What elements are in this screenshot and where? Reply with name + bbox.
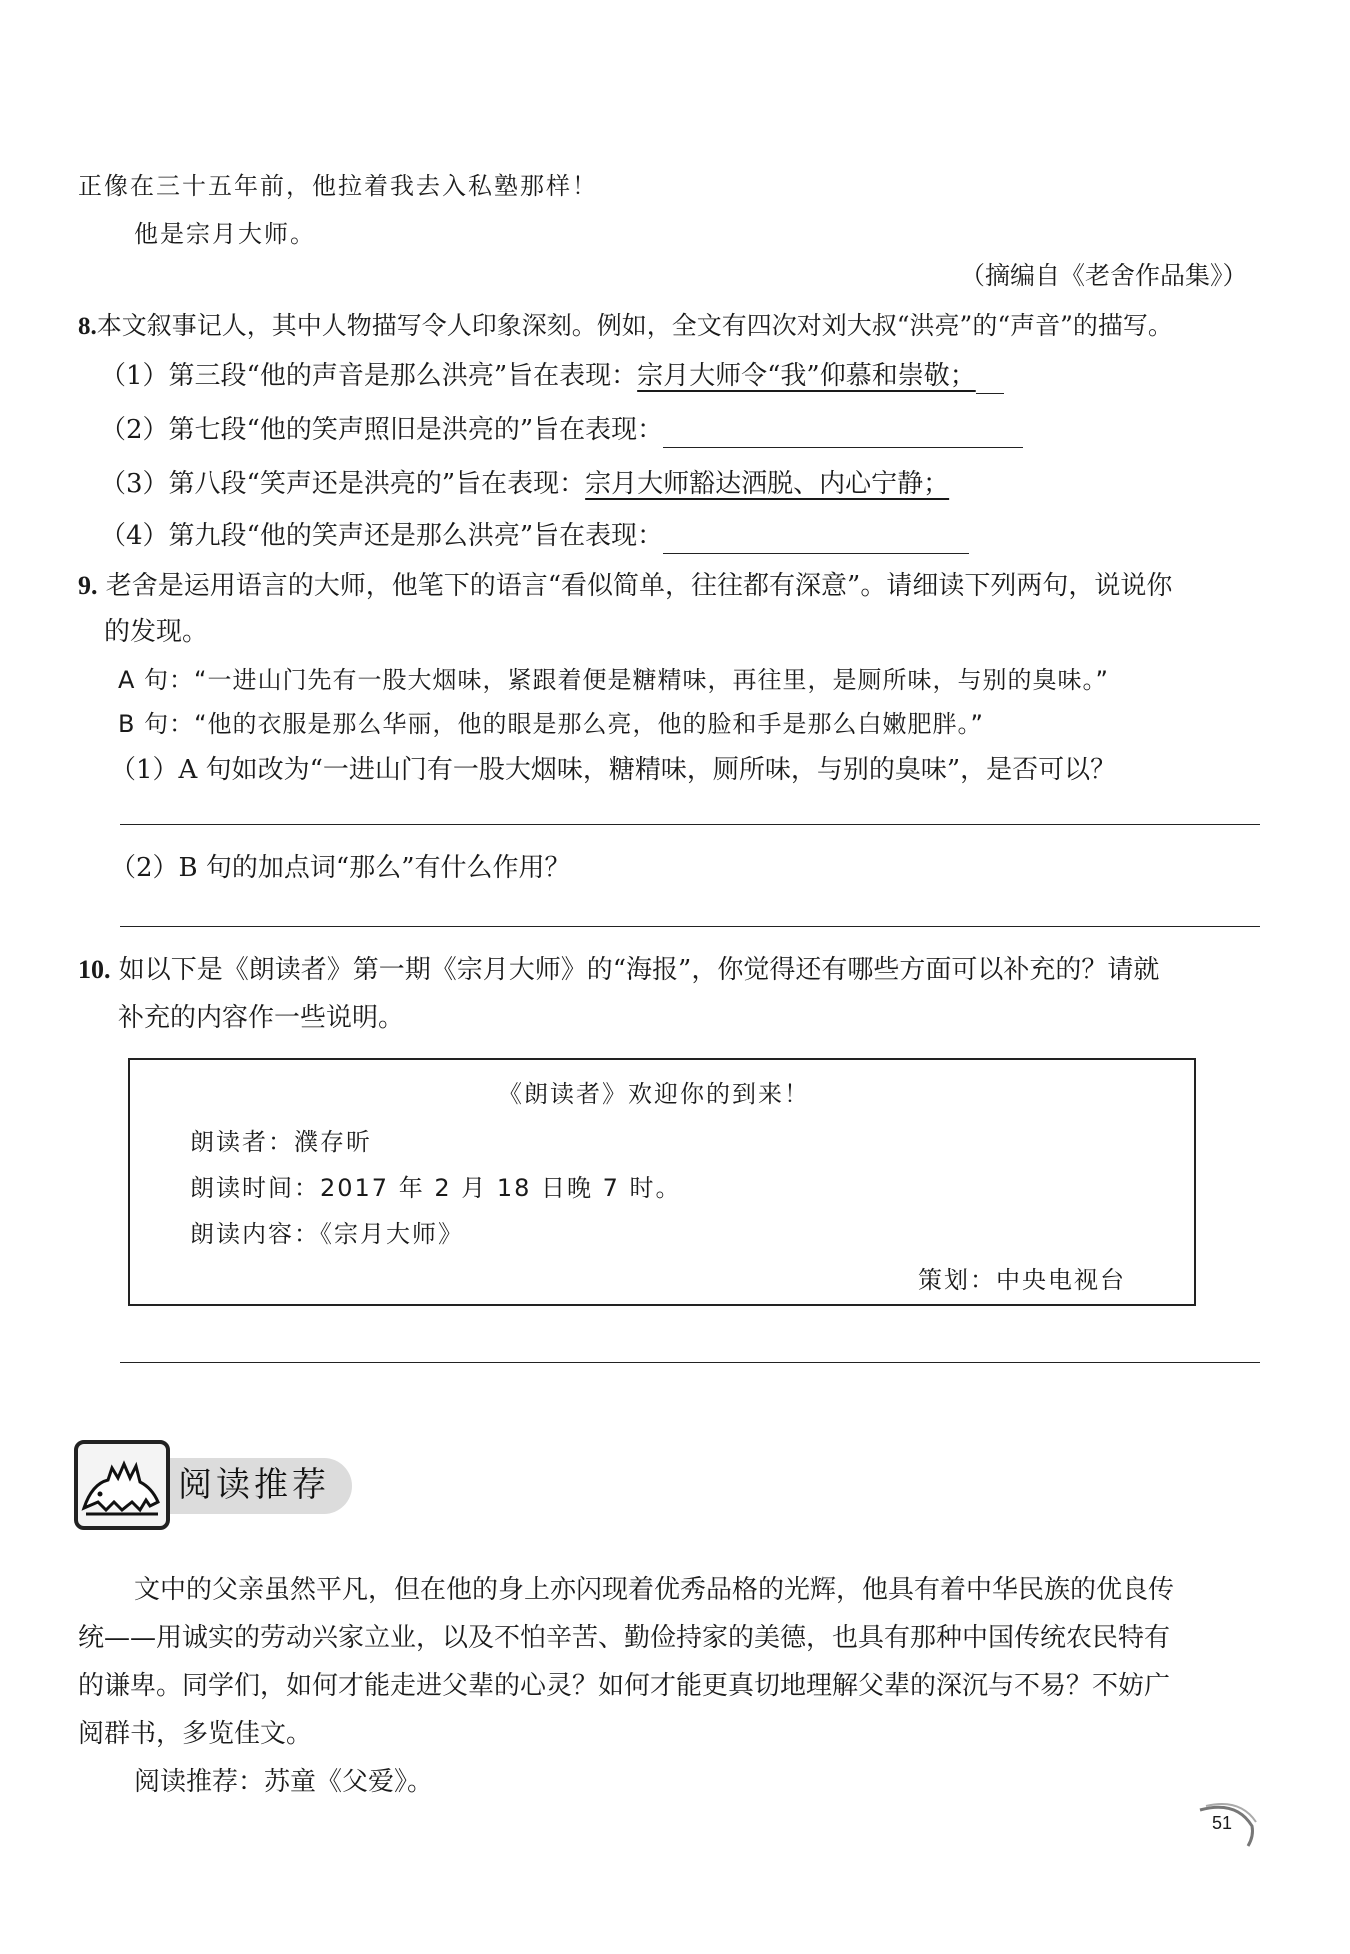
question-text: 老舍是运用语言的大师，他笔下的语言“看似简单，往往都有深意”。请细读下列两句，说说你: [105, 571, 1173, 601]
item-answer: 宗月大师令“我”仰慕和崇敬；: [637, 361, 976, 391]
question-9-stem-1: [78, 568, 1172, 604]
passage-source: （摘编自《老舍作品集》）: [960, 261, 1248, 290]
q9-sub-2: （2）B 句的加点词“那么”有什么作用？: [110, 853, 571, 883]
sentence-a: A 句：“一进山门先有一股大烟味，紧跟着便是糖精味，再往里，是厕所味，与别的臭味。”: [118, 666, 1109, 694]
item-answer: 宗月大师豁达洒脱、内心宁静；: [585, 469, 950, 499]
item-prompt: （3）第八段“笑声还是洪亮的”旨在表现：: [100, 469, 586, 499]
answer-line[interactable]: [120, 926, 1260, 927]
q8-item-3: [100, 466, 949, 502]
answer-blank[interactable]: [663, 419, 1023, 448]
answer-line[interactable]: [120, 824, 1260, 825]
poster-time: 朗读时间：2017 年 2 月 18 日晚 7 时。: [190, 1174, 682, 1202]
question-text: 如以下是《朗读者》第一期《宗月大师》的“海报”，你觉得还有哪些方面可以补充的？请就: [118, 955, 1160, 985]
item-prompt: （1）第三段“他的声音是那么洪亮”旨在表现：: [100, 361, 638, 391]
q8-item-2: [100, 412, 1023, 448]
poster-planner: 策划：中央电视台: [918, 1266, 1126, 1294]
q8-item-1: [100, 358, 1004, 394]
answer-blank[interactable]: [976, 365, 1004, 394]
poster-box: [128, 1058, 1196, 1306]
dinosaur-icon: [74, 1440, 170, 1530]
question-10-stem-2: 补充的内容作一些说明。: [118, 1003, 405, 1033]
recommend-para-1: 文中的父亲虽然平凡，但在他的身上亦闪现着优秀品格的光辉，他具有着中华民族的优良传: [134, 1575, 1175, 1605]
poster-title: 《朗读者》欢迎你的到来！: [498, 1080, 810, 1108]
question-number: 9.: [78, 571, 98, 600]
passage-line-1: 正像在三十五年前，他拉着我去入私塾那样！: [78, 172, 598, 200]
poster-content: 朗读内容：《宗月大师》: [190, 1220, 464, 1248]
q8-item-4: [100, 518, 969, 554]
item-prompt: （4）第九段“他的笑声还是那么洪亮”旨在表现：: [100, 521, 664, 551]
page-number: 51: [1212, 1813, 1233, 1833]
poster-reader: 朗读者：濮存昕: [190, 1128, 372, 1156]
sentence-b: B 句：“他的衣服是那么华丽，他的眼是那么亮，他的脸和手是那么白嫩肥胖。”: [118, 710, 984, 738]
question-text: 本文叙事记人，其中人物描写令人印象深刻。例如，全文有四次对刘大叔“洪亮”的“声音”的描写。: [96, 311, 1173, 340]
passage-line-2: 他是宗月大师。: [134, 220, 316, 248]
q9-sub-1: （1）A 句如改为“一进山门有一股大烟味，糖精味，厕所味，与别的臭味”，是否可以？: [110, 755, 1117, 785]
question-9-stem-2: 的发现。: [104, 617, 209, 647]
recommend-para-2: 统——用诚实的劳动兴家立业，以及不怕辛苦、勤俭持家的美德，也具有那种中国传统农民特有: [78, 1623, 1171, 1653]
answer-line[interactable]: [120, 1362, 1260, 1363]
question-8-stem: [78, 308, 1173, 345]
question-number: 8.: [78, 313, 97, 340]
question-10-stem-1: [78, 952, 1159, 988]
recommend-book: 阅读推荐：苏童《父爱》。: [134, 1767, 434, 1797]
recommend-para-4: 阅群书，多览佳文。: [78, 1719, 313, 1749]
answer-blank[interactable]: [663, 525, 969, 554]
question-number: 10.: [78, 955, 111, 984]
item-prompt: （2）第七段“他的笑声照旧是洪亮的”旨在表现：: [100, 415, 664, 445]
section-heading: 阅读推荐: [178, 1465, 330, 1505]
recommend-para-3: 的谦卑。同学们，如何才能走进父辈的心灵？如何才能更真切地理解父辈的深沉与不易？不妨广: [78, 1671, 1171, 1701]
